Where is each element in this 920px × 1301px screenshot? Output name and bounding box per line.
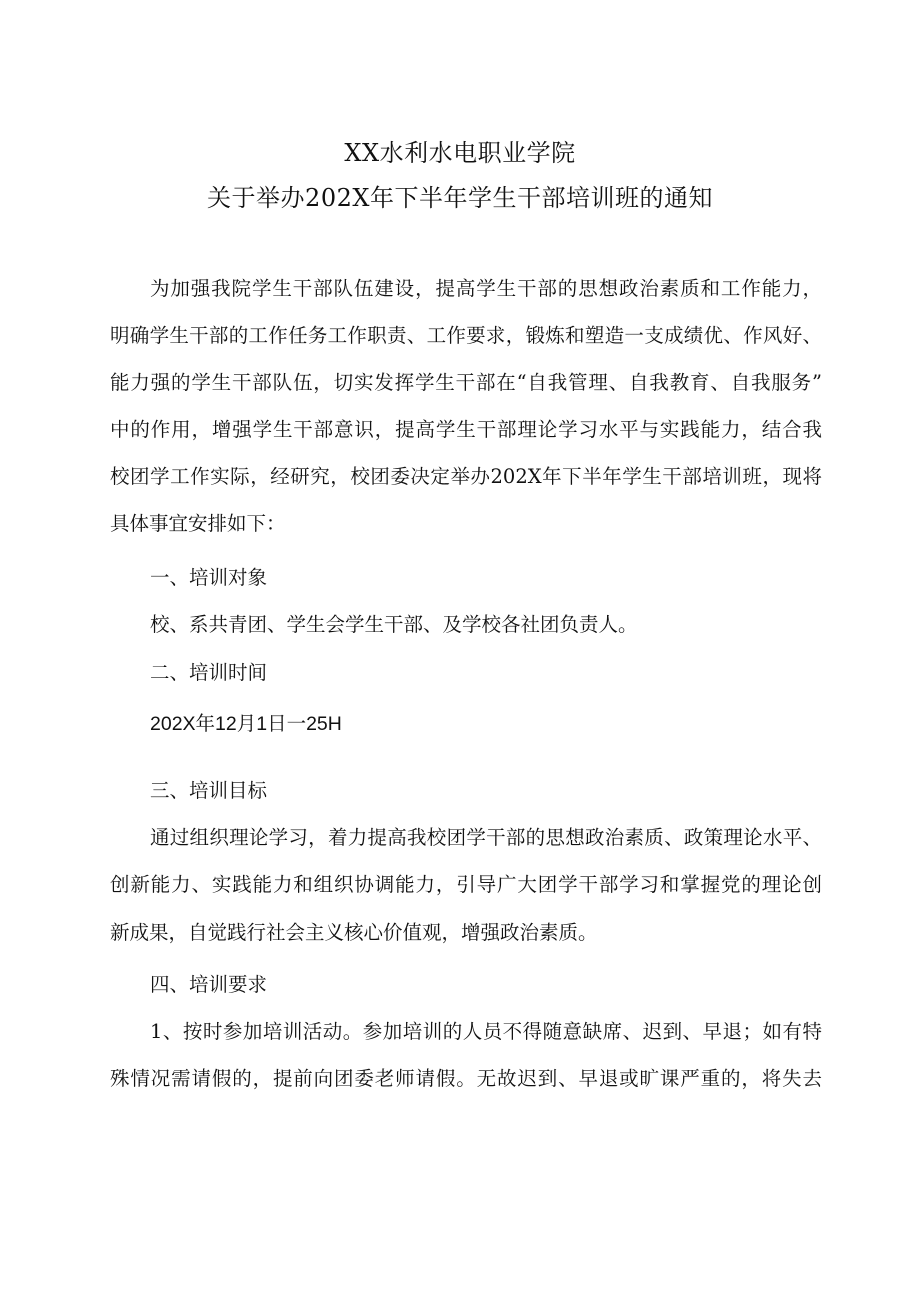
section-body-line: 通过组织理论学习，着力提高我校团学干部的思想政治素质、政策理论水平、 <box>150 826 822 849</box>
intro-line: 校团学工作实际，经研究，校团委决定举办202X年下半年学生干部培训班，现将 <box>110 465 822 488</box>
document-title-institution: XX水利水电职业学院 <box>344 139 576 167</box>
section-body-line: 创新能力、实践能力和组织协调能力，引导广大团学干部学习和掌握党的理论创 <box>110 873 822 896</box>
section-body-training-target: 校、系共青团、学生会学生干部、及学校各社团负责人。 <box>150 613 638 636</box>
section-heading-training-requirements: 四、培训要求 <box>150 973 268 996</box>
intro-line: 为加强我院学生干部队伍建设，提高学生干部的思想政治素质和工作能力， <box>150 277 822 300</box>
section-heading-training-time: 二、培训时间 <box>150 661 268 684</box>
section-body-training-time: 202X年12月1日一25H <box>150 713 342 735</box>
section-body-line: 殊情况需请假的，提前向团委老师请假。无故迟到、早退或旷课严重的，将失去 <box>110 1067 822 1090</box>
section-body-line: 1、按时参加培训活动。参加培训的人员不得随意缺席、迟到、早退；如有特 <box>150 1020 822 1043</box>
intro-line: 明确学生干部的工作任务工作职责、工作要求，锻炼和塑造一支成绩优、作风好、 <box>110 324 822 347</box>
section-body-line: 新成果，自觉践行社会主义核心价值观，增强政治素质。 <box>110 921 598 944</box>
intro-line: 中的作用，增强学生干部意识，提高学生干部理论学习水平与实践能力，结合我 <box>110 418 822 441</box>
section-heading-training-target: 一、培训对象 <box>150 566 268 589</box>
section-heading-training-goal: 三、培训目标 <box>150 779 268 802</box>
intro-line: 能力强的学生干部队伍，切实发挥学生干部在“自我管理、自我教育、自我服务” <box>110 371 822 394</box>
document-title-notice: 关于举办202X年下半年学生干部培训班的通知 <box>207 184 713 212</box>
intro-line: 具体事宜安排如下： <box>110 512 286 535</box>
